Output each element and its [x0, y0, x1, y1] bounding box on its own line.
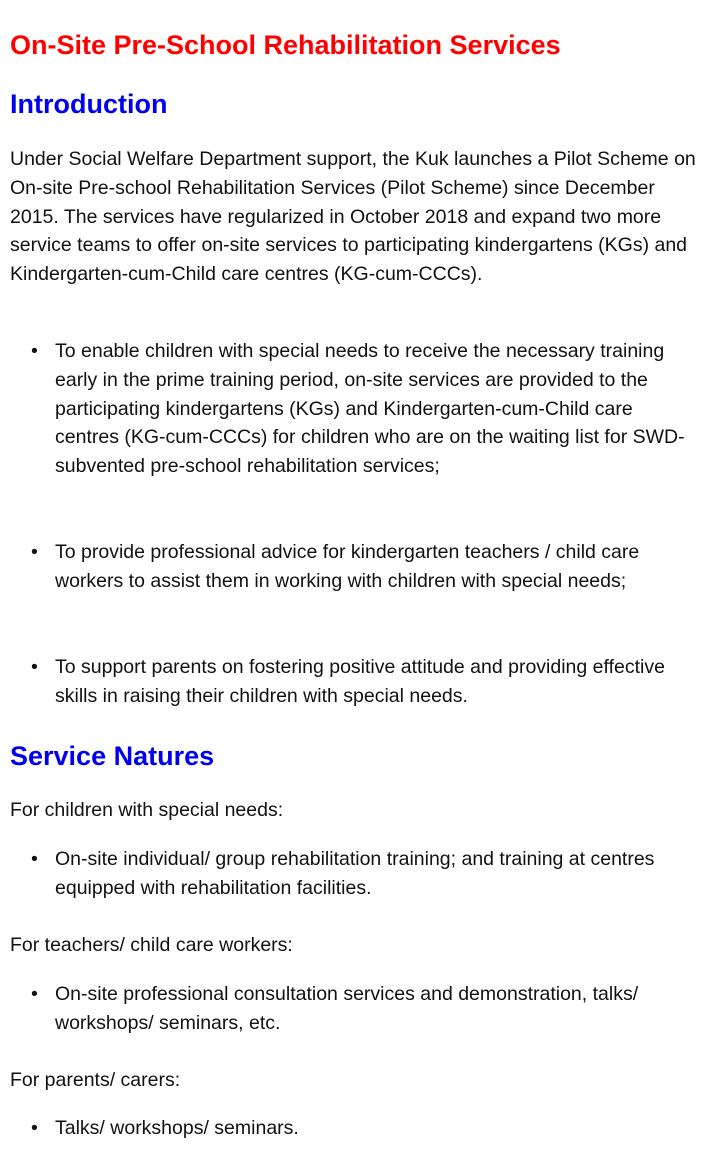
bullet-icon: •	[31, 340, 38, 362]
group-label-teachers: For teachers/ child care workers:	[10, 934, 293, 956]
bullet-icon: •	[31, 848, 38, 870]
bullet-icon: •	[31, 983, 38, 1005]
bullet-text: To provide professional advice for kindergarten teachers / child care workers to assist them in working with children with special needs;	[55, 541, 640, 592]
bullet-icon: •	[31, 1117, 38, 1139]
page-title: On-Site Pre-School Rehabilitation Services	[10, 30, 561, 60]
introduction-paragraph: Under Social Welfare Department support, the Kuk launches a Pilot Scheme on On-site Pre-school Rehabilitation Services (Pilot Scheme) since December 2015. The services have regularized in October 2018 and expand two more service teams to offer on-site services to participating kindergartens (KGs) and Kindergarten-cum-Child care centres (KG-cum-CCCs).	[10, 148, 696, 286]
bullet-text: On-site individual/ group rehabilitation training; and training at centres equipped with rehabilitation facilities.	[55, 848, 655, 899]
bullet-text: To enable children with special needs to receive the necessary training early in the prime training period, on-site services are provided to the participating kindergartens (KGs) and Kindergarten-cum-Child care centres (KG-cum-CCCs) for children who are on the waiting list for SWD-subvented pre-school rehabilitation services;	[55, 340, 685, 478]
bullet-icon: •	[31, 541, 38, 563]
service-natures-heading: Service Natures	[10, 741, 215, 771]
introduction-heading: Introduction	[10, 89, 168, 119]
bullet-text: Talks/ workshops/ seminars.	[55, 1117, 299, 1139]
bullet-text: On-site professional consultation services and demonstration, talks/ workshops/ seminars, etc.	[55, 983, 639, 1034]
group-label-children: For children with special needs:	[10, 799, 284, 821]
group-label-parents: For parents/ carers:	[10, 1069, 181, 1091]
bullet-text: To support parents on fostering positive attitude and providing effective skills in raising their children with special needs.	[55, 656, 665, 707]
bullet-icon: •	[31, 656, 38, 678]
